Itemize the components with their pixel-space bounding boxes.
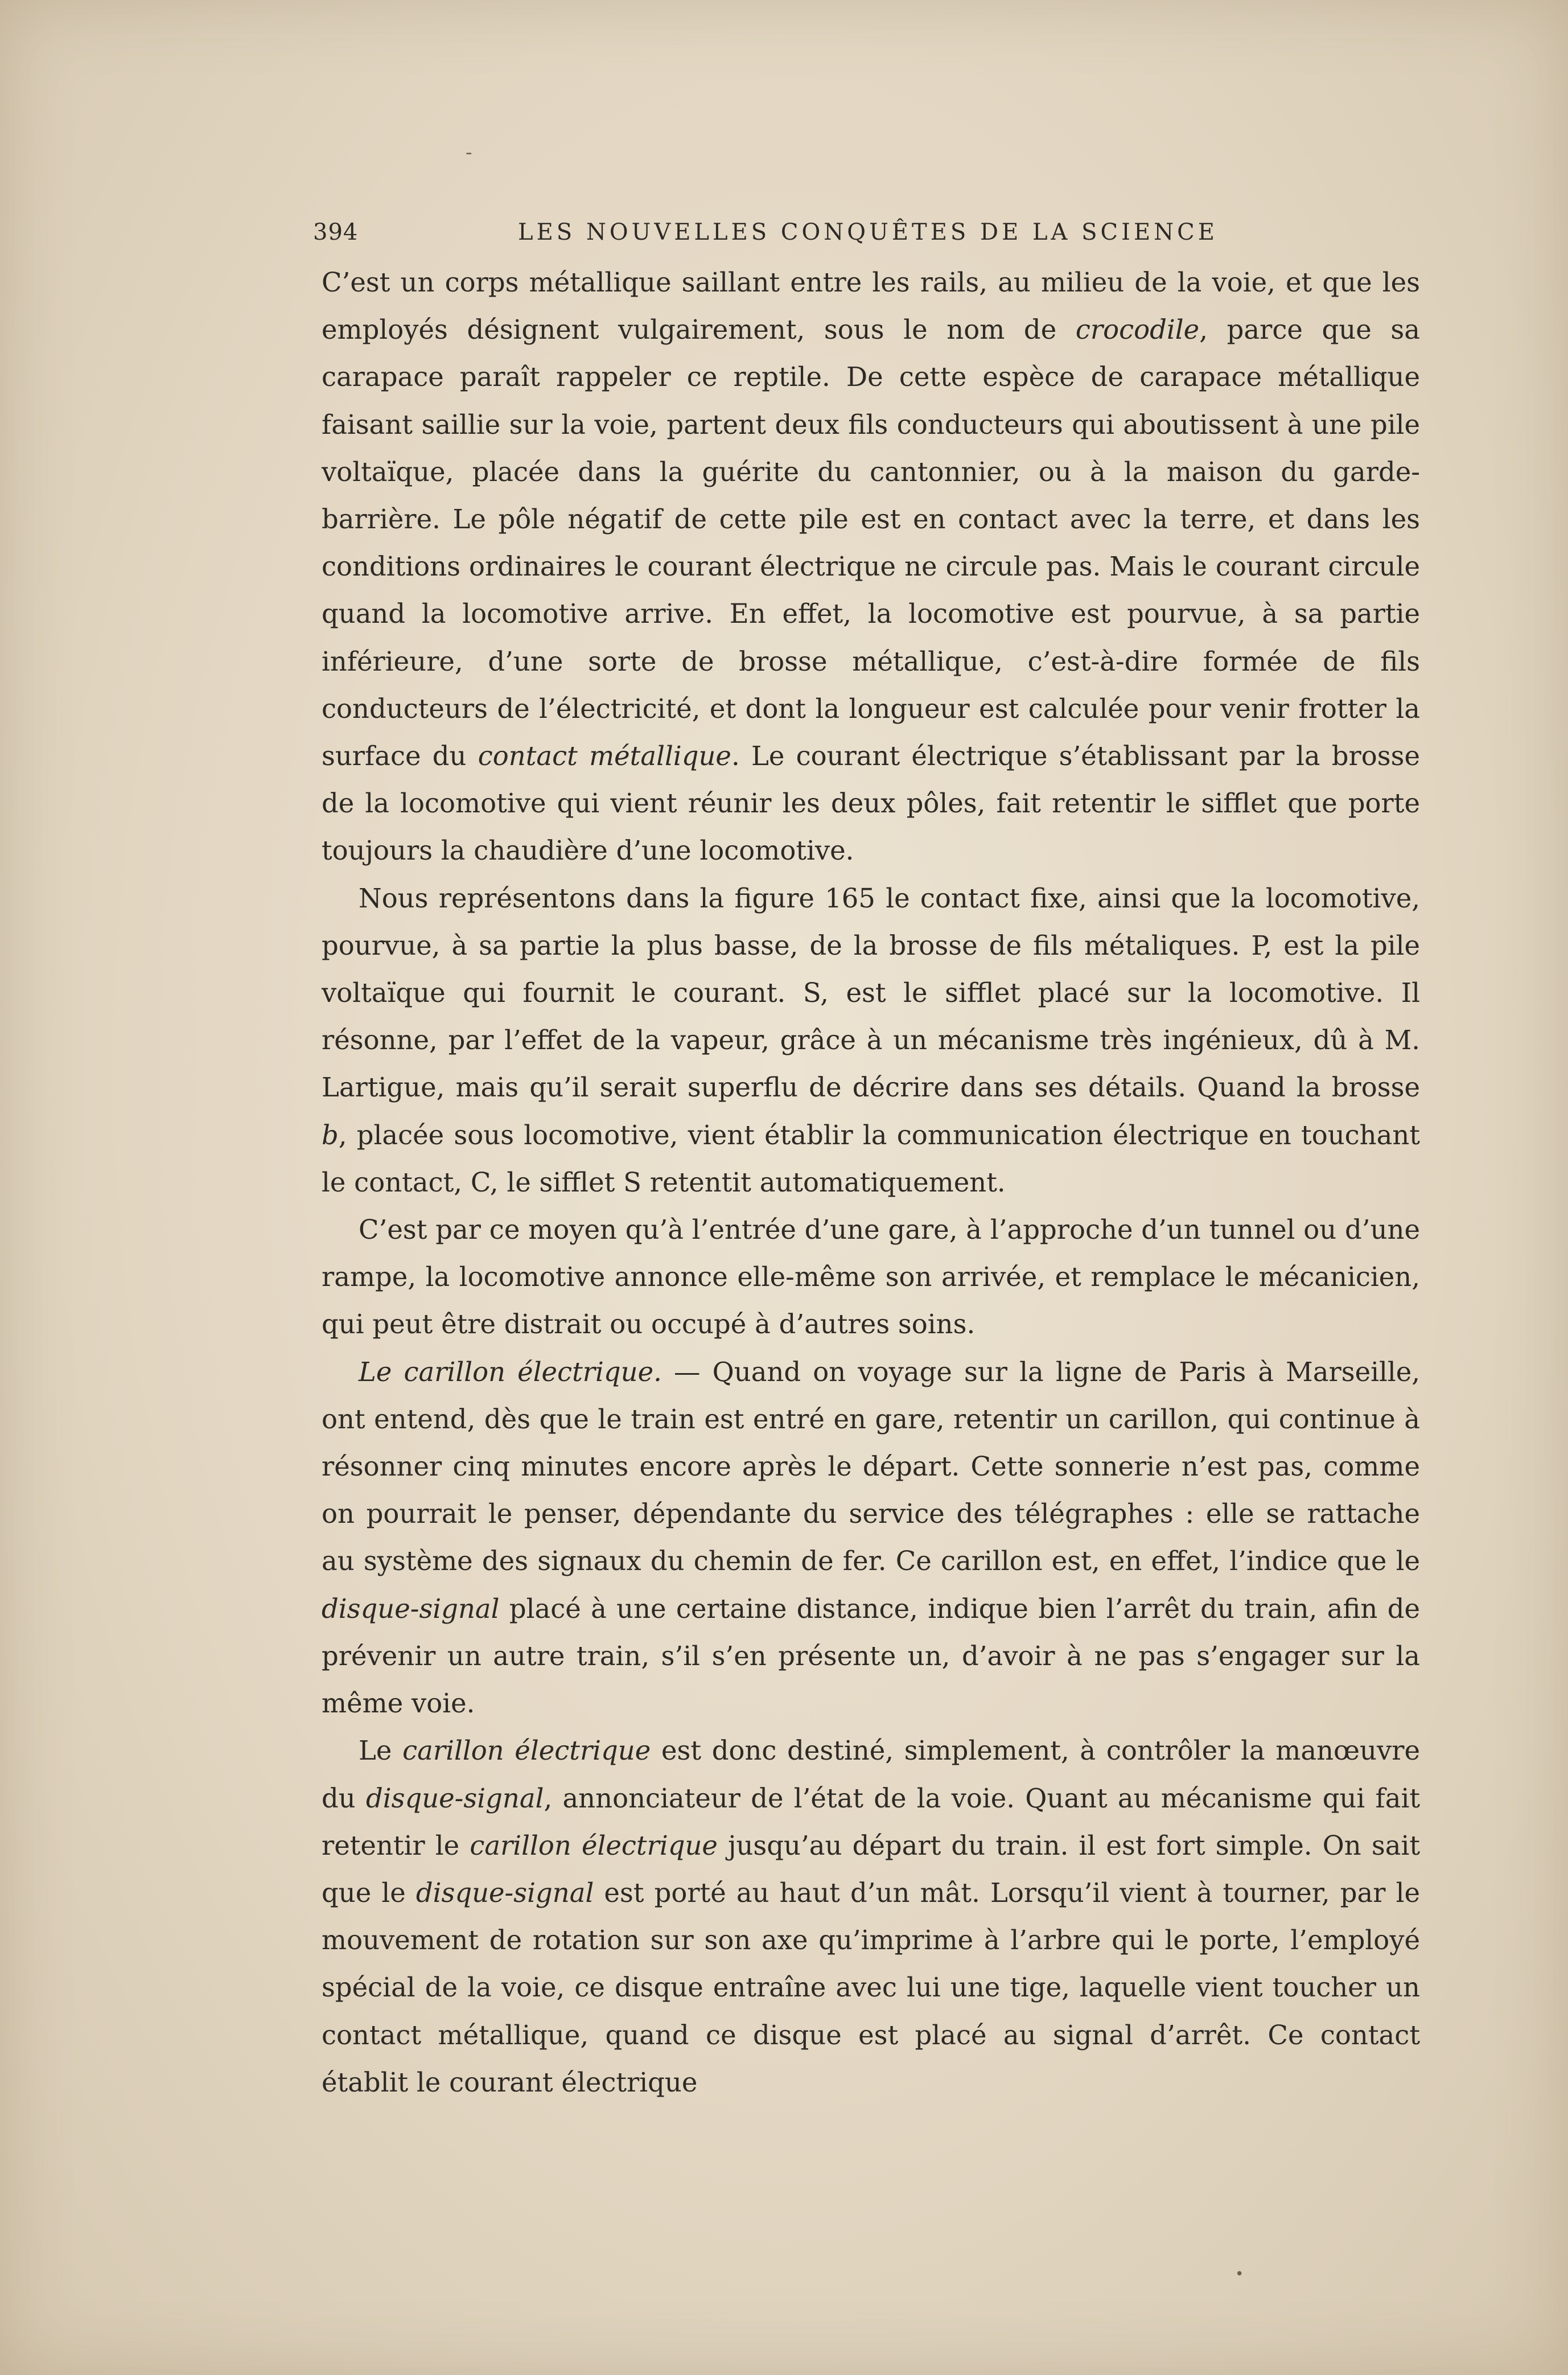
ink-speck: - <box>466 141 472 164</box>
italic-term: crocodile <box>1075 314 1200 346</box>
text-run: C’est un corps métallique saillant entre les rails, au milieu de la voie, et que les employés désignent vulgairement, sous le nom de <box>322 267 1420 346</box>
italic-term: disque-signal <box>365 1782 544 1814</box>
paragraph-tunnel <box>322 1206 1420 1349</box>
italic-term: carillon électrique <box>470 1830 718 1861</box>
text-run: , annonciateur de l’état de la voie. Quant au mécanisme qui fait retentir le <box>322 1782 1421 1861</box>
text-run: est donc destiné, simplement, à contrôler la manœuvre du <box>322 1735 1420 1814</box>
paragraph-carillon-mechanism <box>322 1727 1420 2106</box>
text-run: Nous représentons dans la figure 165 le contact fixe, ainsi que la locomotive, pourvue, à sa partie la plus basse, de la brosse de fils métaliques. P, est la pile voltaïque qui fournit le courant. S, est le sifflet placé sur la locomotive. Il résonne, par l’effet de la vapeur, grâce à un mécanisme très ingénieux, dû à M. Lartigue, mais qu’il serait superflu de décrire dans ses détails. Quand la brosse <box>322 882 1420 1103</box>
text-run: . Le courant électrique s’établissant par la brosse de la locomotive qui vient réunir les deux pôles, fait retentir le sifflet que porte toujours la chaudière d’une locomotive. <box>322 741 1421 866</box>
running-title: LES NOUVELLES CONQUÊTES DE LA SCIENCE <box>518 219 1218 245</box>
body-text <box>322 259 1420 2106</box>
running-head <box>313 219 1420 259</box>
text-run: C’est par ce moyen qu’à l’entrée d’une gare, à l’approche d’un tunnel ou d’une rampe, la locomotive annonce elle-même son arrivée, et remplace le mécanicien, qui peut être distrait ou occupé à d’autres soins. <box>322 1214 1420 1340</box>
paragraph-figure-165 <box>322 875 1420 1206</box>
ink-dot: • <box>1235 2266 1244 2283</box>
text-block <box>313 219 1421 2106</box>
section-heading-italic: Le carillon électrique. <box>359 1356 662 1387</box>
text-run: , placée sous locomotive, vient établir la communication électrique en touchant le contact, C, le sifflet S retentit automatiquement. <box>322 1119 1420 1198</box>
text-run: , parce que sa carapace paraît rappeler ce reptile. De cette espèce de carapace métallique faisant saillie sur la voie, partent deux fils conducteurs qui aboutissent à une pile voltaïque, placée dans la guérite du cantonnier, ou à la maison du garde-barrière. Le pôle négatif de cette pile est en contact avec la terre, et dans les conditions ordinaires le courant électrique ne circule pas. Mais le courant circule quand la locomotive arrive. En effet, la locomotive est pourvue, à sa partie inférieure, d’une sorte de brosse métallique, c’est-à-dire formée de fils conducteurs de l’électricité, et dont la longueur est calculée pour venir frotter la surface du <box>322 314 1420 772</box>
paragraph-crocodile <box>322 259 1420 875</box>
italic-term: disque-signal <box>415 1877 594 1908</box>
text-run: jusqu’au départ du train. il est fort simple. On sait que le <box>322 1830 1421 1908</box>
italic-term: contact métallique <box>478 741 731 772</box>
text-run: Le <box>359 1735 403 1766</box>
text-run: placé à une certaine distance, indique bien l’arrêt du train, afin de prévenir un autre train, s’il s’en présente un, d’avoir à ne pas s’engager sur la même voie. <box>322 1593 1420 1719</box>
page-number: 394 <box>313 219 359 245</box>
paragraph-carillon-intro <box>322 1349 1420 1728</box>
italic-term: b <box>322 1119 339 1150</box>
text-run: — Quand on voyage sur la ligne de Paris à Marseille, ont entend, dès que le train est entré en gare, retentir un carillon, qui continue à résonner cinq minutes encore après le départ. Cette sonnerie n’est pas, comme on pourrait le penser, dépendante du service des télégraphes : elle se rattache au système des signaux du chemin de fer. Ce carillon est, en effet, l’indice que le <box>322 1356 1421 1577</box>
text-run: est porté au haut d’un mât. Lorsqu’il vient à tourner, par le mouvement de rotation sur son axe qu’imprime à l’arbre qui le porte, l’employé spécial de la voie, ce disque entraîne avec lui une tige, laquelle vient toucher un contact métallique, quand ce disque est placé au signal d’arrêt. Ce contact établit le courant électrique <box>322 1877 1420 2098</box>
italic-term: carillon électrique <box>402 1735 651 1766</box>
italic-term: disque-signal <box>322 1593 500 1624</box>
